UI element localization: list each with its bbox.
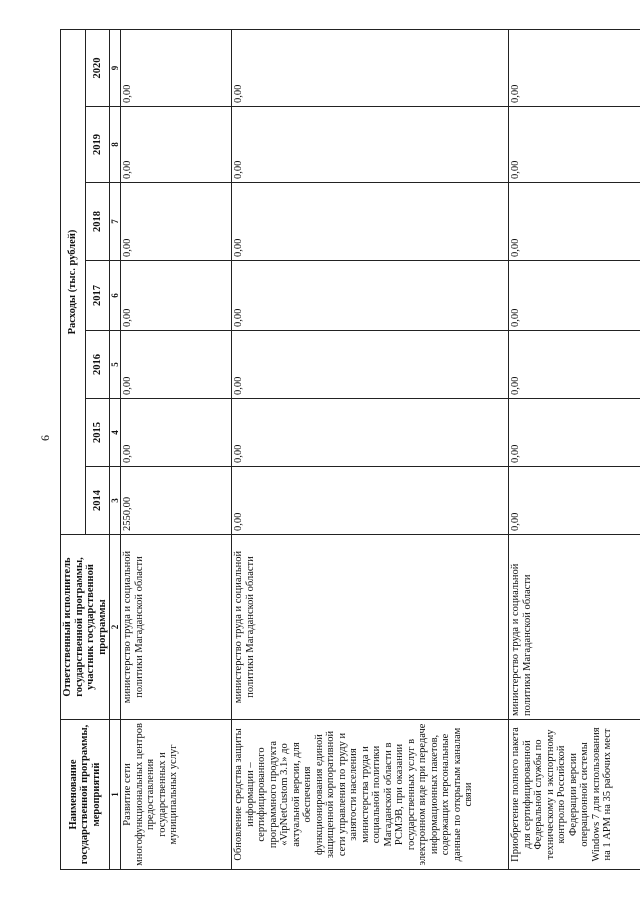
executor-cell: министерство труда и социальной политики Магаданской области xyxy=(232,535,509,720)
col-number: 6 xyxy=(110,261,121,331)
value-cell-2015: 0,00 xyxy=(121,399,232,467)
column-number-row xyxy=(110,30,121,870)
executor-cell: министерство труда и социальной политики Магаданской области xyxy=(509,535,640,720)
table-row xyxy=(232,30,509,870)
value-cell-2017: 0,00 xyxy=(509,261,640,331)
value-cell-2019: 0,00 xyxy=(121,107,232,183)
value-cell-2017: 0,00 xyxy=(121,261,232,331)
header-executor: Ответственный исполнитель государственной программы, участник государственной программы xyxy=(61,535,110,720)
header-year-2019: 2019 xyxy=(85,107,110,183)
value-cell-2017: 0,00 xyxy=(232,261,509,331)
col-number: 7 xyxy=(110,183,121,261)
header-expenses: Расходы (тыс. рублей) xyxy=(61,30,86,535)
value-cell-2020: 0,00 xyxy=(121,30,232,107)
program-expenses-table xyxy=(60,29,640,870)
page-number: 6 xyxy=(38,435,52,441)
value-cell-2016: 0,00 xyxy=(509,331,640,399)
col-number: 4 xyxy=(110,399,121,467)
col-number: 2 xyxy=(110,535,121,720)
header-program-name: Наименование государственной программы, мероприятий xyxy=(61,720,110,870)
value-cell-2018: 0,00 xyxy=(232,183,509,261)
rotated-table-container xyxy=(60,30,620,870)
col-number: 5 xyxy=(110,331,121,399)
value-cell-2014: 0,00 xyxy=(509,467,640,535)
executor-cell: министерство труда и социальной политики Магаданской области xyxy=(121,535,232,720)
col-number: 9 xyxy=(110,30,121,107)
table-row xyxy=(121,30,232,870)
program-name-cell: Развитие сети многофункциональных центров предоставления государственных и муниципальных услуг xyxy=(121,720,232,870)
value-cell-2015: 0,00 xyxy=(232,399,509,467)
value-cell-2018: 0,00 xyxy=(509,183,640,261)
value-cell-2014: 2550,00 xyxy=(121,467,232,535)
header-year-2015: 2015 xyxy=(85,399,110,467)
program-name-cell: Обновление средства защиты информации – сертифицированного программного продукта «VipNetCustom 3.1» до актуальной версии, для обеспечения функционирования единой защищенной корпоративной сети управления по труду и занятости населения министерства труда и социальной политики Магаданской области в РСМЭВ, при оказании государственных услуг в электронном виде при передаче информационных пакетов, содержащих персональные данные по открытым каналам связи xyxy=(232,720,509,870)
header-year-2014: 2014 xyxy=(85,467,110,535)
value-cell-2020: 0,00 xyxy=(232,30,509,107)
value-cell-2015: 0,00 xyxy=(509,399,640,467)
header-year-2017: 2017 xyxy=(85,261,110,331)
header-year-2016: 2016 xyxy=(85,331,110,399)
value-cell-2019: 0,00 xyxy=(232,107,509,183)
table-row xyxy=(509,30,640,870)
value-cell-2020: 0,00 xyxy=(509,30,640,107)
value-cell-2019: 0,00 xyxy=(509,107,640,183)
value-cell-2014: 0,00 xyxy=(232,467,509,535)
col-number: 3 xyxy=(110,467,121,535)
value-cell-2016: 0,00 xyxy=(232,331,509,399)
program-name-cell: Приобретение полного пакета для сертифицированной Федеральной службы по техническому и экспортному контролю Российской Федерации версии операционной системы Windows 7 для использования на 1 АРМ на 35 рабочих мест xyxy=(509,720,640,870)
col-number: 8 xyxy=(110,107,121,183)
value-cell-2018: 0,00 xyxy=(121,183,232,261)
header-year-2018: 2018 xyxy=(85,183,110,261)
value-cell-2016: 0,00 xyxy=(121,331,232,399)
col-number: 1 xyxy=(110,720,121,870)
header-year-2020: 2020 xyxy=(85,30,110,107)
